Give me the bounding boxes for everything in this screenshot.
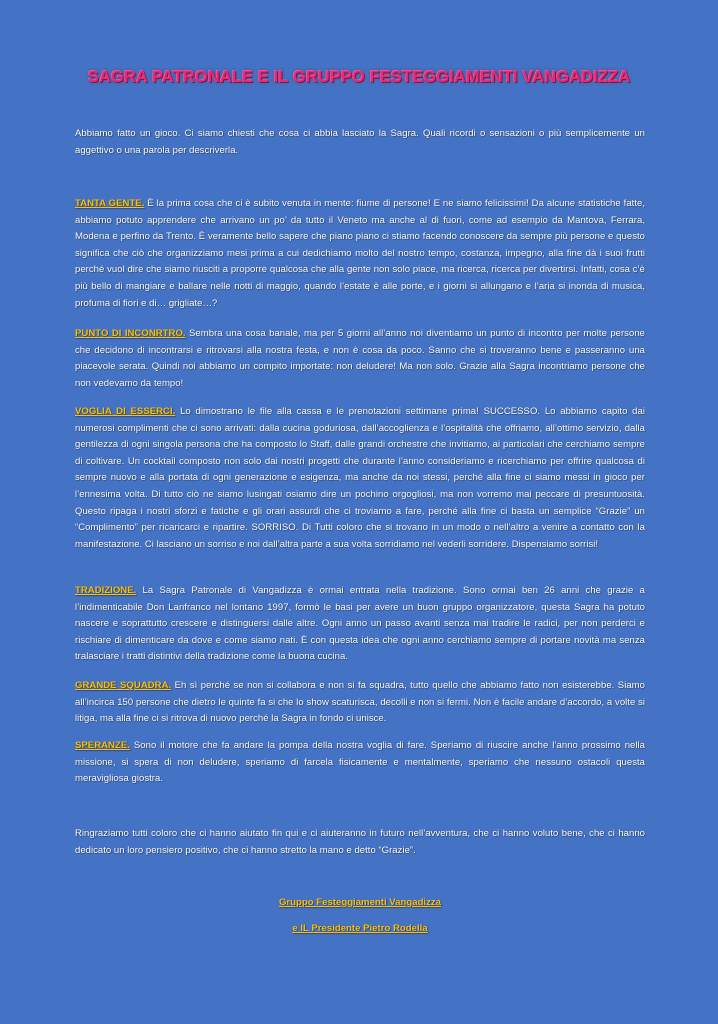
section-text: Sono il motore che fa andare la pompa della nostra voglia di fare. Speriamo di riuscire anche l’anno prossimo nella missione, si spera di non deludere, speriamo di farcela fisicamente e mentalmente, speriamo che nessuno ostacoli questa meravigliosa giostra. [75, 740, 645, 785]
section-text: Sembra una cosa banale, ma per 5 giorni all’anno noi diventiamo un punto di incontro per molte persone che decidono di incontrarsi e ritrovarsi alla nostra festa, e non è cosa da poco. Sanno che si troveranno bene e passeranno una piacevole serata. Quindi noi abbiamo un compito importate: non deludere! Ma non solo. Grazie alla Sagra incontriamo persone che non vedevamo da tempo! [75, 328, 645, 389]
page-title: SAGRA PATRONALE E IL GRUPPO FESTEGGIAMENTI VANGADIZZA [87, 68, 631, 86]
signature-group: Gruppo Festeggiamenti Vangadizza [278, 897, 442, 908]
section-paragraph-grande-squadra [75, 678, 645, 728]
section-paragraph-speranze [75, 738, 645, 788]
section-keyword: VOGLIA DI ESSERCI. [75, 406, 176, 417]
section-paragraph-tanta-gente [75, 196, 645, 312]
intro-paragraph: Abbiamo fatto un gioco. Ci siamo chiesti che cosa ci abbia lasciato la Sagra. Quali ricordi o sensazioni o più semplicemente un aggettivo o una parola per descriverla. [75, 128, 645, 156]
section-text: È la prima cosa che ci è subito venuta in mente: fiume di persone! E ne siamo felicissimi! Da alcune statistiche fatte, abbiamo potuto apprendere che arrivano un po’ da tutto il Veneto ma anche al di fuori, come ad esempio da Mantova, Ferrara, Modena e perfino da Trento. È veramente bello sapere che piano piano ci stiamo facendo conoscere da sempre più persone e questo significa che ciò che organizziamo mesi prima a cui dedichiamo molto del nostro tempo, costanza, impegno, alla fine dà i suoi frutti perché vuol dire che siamo riusciti a proporre qualcosa che alla gente non solo piace, ma ricerca, ricerca per divertirsi. Infatti, cosa c’è più bello di mangiare e ballare nelle notti di maggio, quando l’estate è alle porte, e i giorni si allungano e l’aria si inonda di musica, profuma di fiori e di… grigliate…? [75, 198, 645, 309]
section-text: Lo dimostrano le file alla cassa e le prenotazioni settimane prima! SUCCESSO. Lo abbiamo capito dai numerosi complimenti che ci sono arrivati: dalla cucina goduriosa, dall’accoglienza e l’ospitalità che offriamo, all’ottimo servizio, dalla gentilezza di ogni singola persona che ha composto lo Staff, dalle grandi orchestre che invitiamo, ai particolari che cerchiamo sempre di coltivare. Un cocktail composto non solo dai nostri progetti che durante l’anno consideriamo e ricerchiamo per offrire qualcosa di sempre nuovo e alla portata di ogni generazione e esigenza, ma anche da noi stessi, perché alla fine ci siamo messi in gioco per l’ennesima volta. Di tutto ciò ne siamo lusingati osiamo dire un pochino orgogliosi, ma non vorremo mai peccare di presuntuosità. Questo ripaga i nostri sforzi e fatiche e gli orari assurdi che ci troviamo a fare, perché alla fine ci basta un semplice “Grazie” un “Complimento” per ricaricarci e ripartire. SORRISO. Di Tutti coloro che si trovano in un modo o nell’altro a venire a contatto con la manifestazione. Ci lasciano un sorriso e noi dall’altra parte a sua volta sorridiamo nel vederli sorridere. Dispensiamo sorrisi! [75, 406, 645, 550]
section-paragraph-tradizione [75, 583, 645, 666]
section-keyword: TANTA GENTE. [75, 198, 145, 209]
section-paragraph-punto-di-incontro [75, 326, 645, 392]
section-keyword: PUNTO DI INCONRTRO. [75, 328, 186, 339]
signature-president: e IL Presidente Pietro Rodella [292, 923, 428, 934]
section-keyword: SPERANZE. [75, 740, 130, 751]
section-keyword: GRANDE SQUADRA. [75, 680, 172, 691]
closing-paragraph: Ringraziamo tutti coloro che ci hanno aiutato fin qui e ci aiuteranno in futuro nell’avventura, che ci hanno voluto bene, che ci hanno dedicato un loro pensiero positivo, che ci hanno stretto la mano e detto “Grazie”. [75, 828, 645, 856]
section-text: La Sagra Patronale di Vangadizza è ormai entrata nella tradizione. Sono ormai ben 26 anni che grazie a l’indimenticabile Don Lanfranco nel lontano 1997, formò le basi per avere un buon gruppo organizzatore, questa Sagra ha potuto nascere e soprattutto crescere e distinguersi dalle altre. Ogni anno un passo avanti senza mai tradire le radici, per non perderci e rischiare di dimenticare da dove e come siamo nati. È con questa idea che ogni anno cerchiamo sempre di portare novità ma senza tralasciare i tratti distintivi della tradizione come la buona cucina. [75, 585, 645, 663]
section-keyword: TRADIZIONE. [75, 585, 137, 596]
section-text: Eh sì perché se non si collabora e non si fa squadra, tutto quello che abbiamo fatto non esisterebbe. Siamo all’incirca 150 persone che dietro le quinte fa si che lo show scaturisca, decolli e non si fermi. Non è facile andare d’accordo, a volte si litiga, ma alla fine ci si ritrova di nuovo perché la Sagra in fondo ci unisce. [75, 680, 645, 725]
section-paragraph-voglia-di-esserci [75, 404, 645, 553]
